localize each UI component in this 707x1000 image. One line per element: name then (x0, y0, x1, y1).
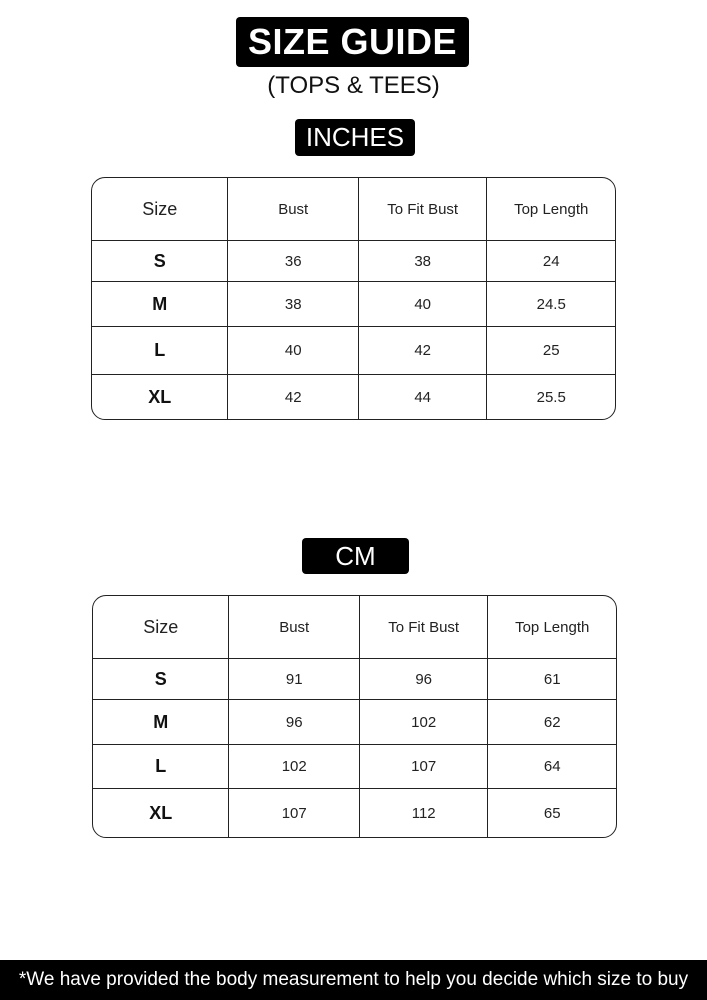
table-row (92, 327, 615, 375)
to-fit-bust-cell: 96 (360, 659, 488, 700)
inches-section-label: INCHES (295, 119, 415, 156)
column-header-bust: Bust (228, 178, 358, 241)
size-cell: XL (93, 789, 229, 837)
column-header-top-length: Top Length (488, 596, 616, 659)
to-fit-bust-cell: 44 (359, 375, 487, 419)
to-fit-bust-cell: 42 (359, 327, 487, 375)
bust-cell: 38 (228, 282, 358, 327)
to-fit-bust-cell: 102 (360, 700, 488, 745)
table-row (93, 700, 616, 745)
bust-cell: 102 (229, 745, 359, 789)
top-length-cell: 25 (487, 327, 615, 375)
top-length-cell: 61 (488, 659, 616, 700)
to-fit-bust-cell: 38 (359, 241, 487, 282)
table-row (92, 375, 615, 419)
table-header-row (93, 596, 616, 659)
size-cell: M (93, 700, 229, 745)
bust-cell: 36 (228, 241, 358, 282)
bust-cell: 42 (228, 375, 358, 419)
page-title: SIZE GUIDE (236, 17, 469, 67)
size-cell: L (92, 327, 228, 375)
column-header-top-length: Top Length (487, 178, 615, 241)
size-cell: L (93, 745, 229, 789)
table-row (93, 745, 616, 789)
top-length-cell: 24 (487, 241, 615, 282)
top-length-cell: 25.5 (536, 388, 566, 406)
page-subtitle: (TOPS & TEES) (267, 72, 440, 99)
table-row (92, 282, 615, 327)
table-header-row (92, 178, 615, 241)
table-row (93, 789, 616, 837)
top-length-cell: 64 (488, 745, 616, 789)
size-cell: M (92, 282, 228, 327)
table-row (93, 659, 616, 700)
cm-size-table (92, 595, 617, 838)
size-cell: XL (92, 375, 228, 419)
column-header-to-fit-bust: To Fit Bust (360, 596, 488, 659)
bust-cell: 107 (229, 789, 359, 837)
table-row (92, 241, 615, 282)
footer-note: *We have provided the body measurement to help you decide which size to buy (0, 960, 707, 1000)
top-length-cell: 24.5 (487, 282, 615, 327)
inches-size-table (91, 177, 616, 420)
bust-cell: 96 (229, 700, 359, 745)
to-fit-bust-cell: 112 (360, 789, 488, 837)
to-fit-bust-cell: 107 (360, 745, 488, 789)
to-fit-bust-cell: 40 (359, 282, 487, 327)
column-header-to-fit-bust: To Fit Bust (359, 178, 487, 241)
cm-section-label: CM (302, 538, 409, 574)
bust-cell: 91 (229, 659, 359, 700)
column-header-size: Size (92, 178, 228, 241)
bust-cell: 40 (228, 327, 358, 375)
column-header-bust: Bust (229, 596, 359, 659)
column-header-size: Size (93, 596, 229, 659)
top-length-cell: 65 (543, 804, 561, 822)
top-length-cell: 62 (488, 700, 616, 745)
size-cell: S (92, 241, 228, 282)
size-cell: S (93, 659, 229, 700)
